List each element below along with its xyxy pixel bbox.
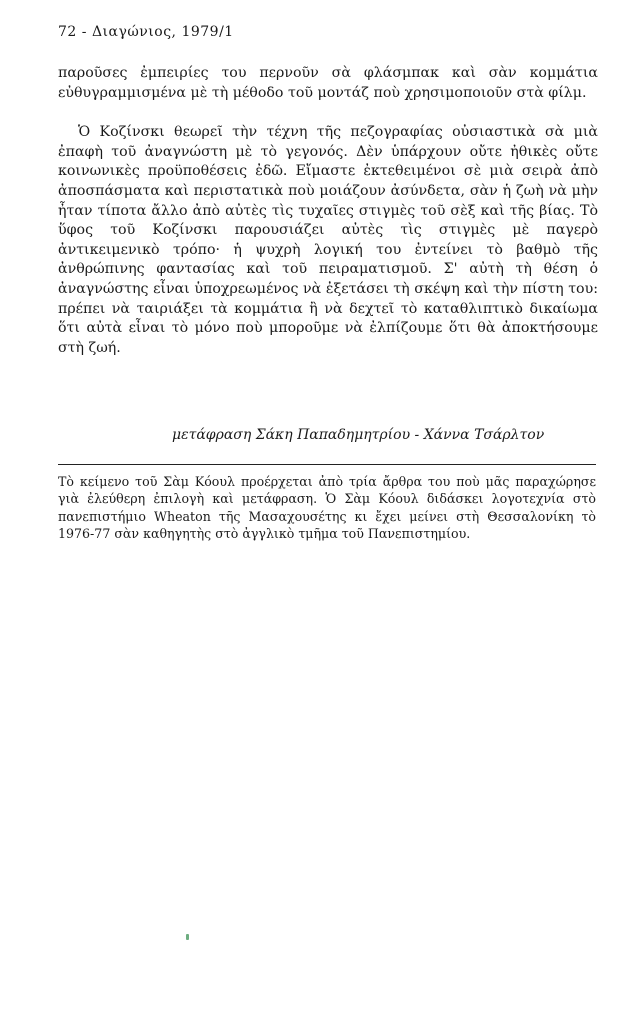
article-body: [58, 64, 598, 358]
paper-speck: [186, 934, 189, 940]
translator-credit: μετάφραση Σάκη Παπαδημητρίου - Χάννα Τσάρλτον: [172, 427, 545, 443]
footnote: [58, 473, 596, 543]
footnote-divider: [58, 464, 596, 465]
main-paragraph: Ὁ Κοζίνσκι θεωρεῖ τὴν τέχνη τῆς πεζογραφίας οὐσιαστικὰ σὰ μιὰ ἐπαφὴ τοῦ ἀναγνώστη μὲ τὸ γεγονός. Δὲν ὑπάρχουν οὔτε ἠθικὲς οὔτε κοινωνικὲς προϋποθέσεις ἐδῶ. Εἴμαστε ἐκτεθειμένοι σὲ μιὰ σειρὰ ἀπὸ ἀποσπάσματα καὶ περιστατικὰ ποὺ μοιάζουν ἀσύνδετα, σὰν ἡ ζωὴ νὰ μὴν ἦταν τίποτα ἄλλο ἀπὸ αὐτὲς τὶς τυχαῖες στιγμὲς τοῦ σὲξ καὶ τῆς βίας. Τὸ ὕφος τοῦ Κοζίνσκι παρουσιάζει αὐτὲς τὶς στιγμὲς μὲ παγερὸ ἀντικειμενικὸ τρόπο· ἡ ψυχρὴ λογική του ἐντείνει τὸ βαθμὸ τῆς ἀνθρώπινης φαντασίας καὶ τοῦ πειραματισμοῦ. Σ' αὐτὴ τὴ θέση ὁ ἀναγνώστης εἶναι ὑποχρεωμένος νὰ ἐξετάσει τὴ σκέψη καὶ τὴν πίστη του: πρέπει νὰ ταιριάξει τὰ κομμάτια ἢ νὰ δεχτεῖ τὸ καταθλιπτικὸ δικαίωμα ὅτι αὐτὰ εἶναι τὸ μόνο ποὺ μποροῦμε νὰ ἐλπίζουμε ὅτι θὰ ἀποκτήσουμε στὴ ζωή.: [58, 124, 598, 356]
footnote-text: Τὸ κείμενο τοῦ Σὰμ Κόουλ προέρχεται ἀπὸ τρία ἄρθρα του ποὺ μᾶς παραχώρησε γιὰ ἐλεύθερη ἐπιλογὴ καὶ μετάφραση. Ὁ Σὰμ Κόουλ διδάσκει λογοτεχνία στὸ πανεπιστήμιο Wheaton τῆς Μασαχουσέτης κι ἔχει μείνει στὴ Θεσσαλονίκη τὸ 1976-77 σὰν καθηγητὴς στὸ ἀγγλικὸ τμῆμα τοῦ Πανεπιστημίου.: [58, 474, 596, 542]
continuation-paragraph: παροῦσες ἐμπειρίες του περνοῦν σὰ φλάσμπακ καὶ σὰν κομμάτια εὐθυγραμμισμένα μὲ τὴ μέθοδο τοῦ μοντάζ ποὺ χρησιμοποιοῦν στὰ φίλμ.: [58, 65, 598, 101]
running-head: 72 - Διαγώνιος, 1979/1: [58, 24, 234, 40]
